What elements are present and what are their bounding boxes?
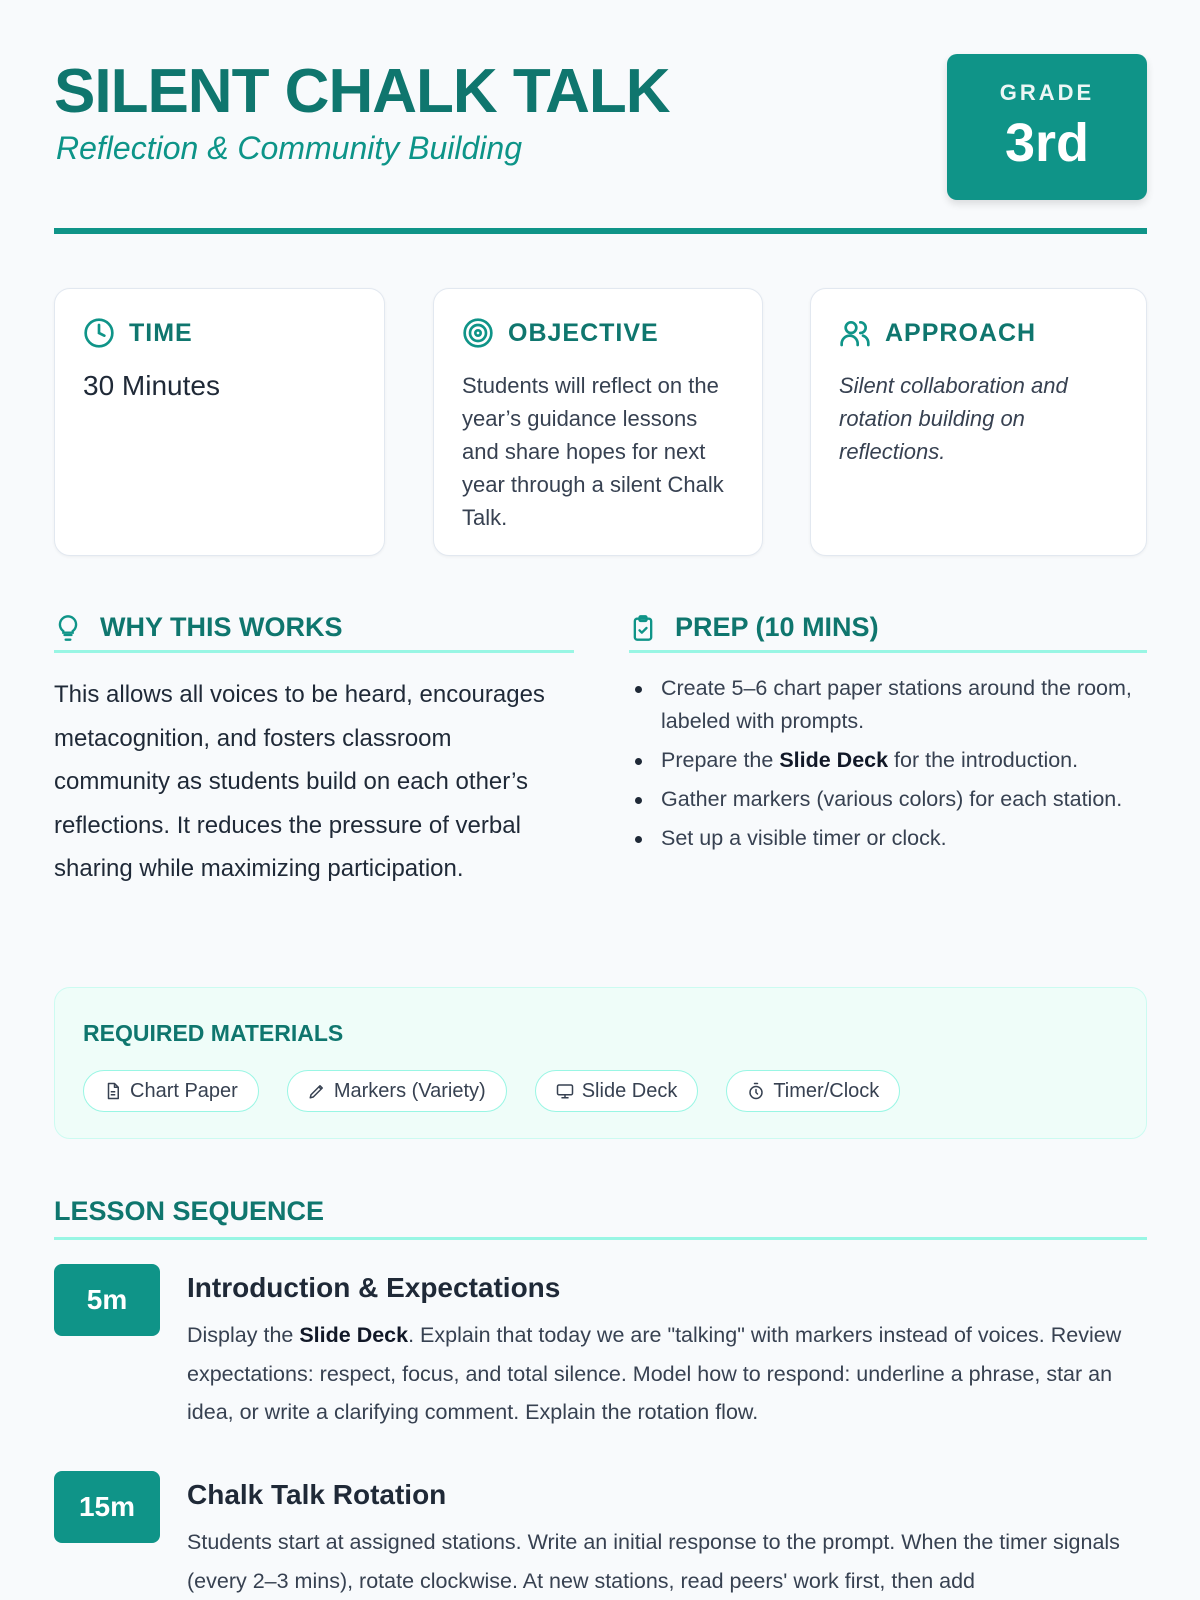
objective-card <box>433 288 763 556</box>
approach-card-text: Silent collaboration and rotation building on reflections. <box>839 373 1068 464</box>
page-title: SILENT CHALK TALK <box>54 57 670 126</box>
monitor-icon <box>556 1082 574 1100</box>
prep-list <box>629 672 1147 861</box>
time-card <box>54 288 385 556</box>
material-chip: Timer/Clock <box>726 1070 900 1112</box>
lightbulb-icon <box>54 613 82 643</box>
material-chip: Slide Deck <box>535 1070 699 1112</box>
grade-badge <box>947 54 1147 200</box>
prep-item: Prepare the Slide Deck for the introduction. <box>629 744 1147 777</box>
step-duration-badge: 15m <box>54 1471 160 1543</box>
users-icon <box>839 317 871 349</box>
time-card-title: TIME <box>129 318 193 347</box>
step-title: Chalk Talk Rotation <box>187 1479 447 1510</box>
step-description: Students start at assigned stations. Write an initial response to the prompt. When the timer signals (every 2–3 mins), rotate clockwise. At new stations, read peers' work first, then add <box>187 1530 1120 1593</box>
grade-label: GRADE <box>999 80 1095 105</box>
grade-value: 3rd <box>1004 113 1090 173</box>
why-section-title: WHY THIS WORKS <box>100 612 343 642</box>
why-section-header <box>54 609 574 653</box>
approach-card <box>810 288 1147 556</box>
clipboard-check-icon <box>629 613 657 643</box>
header <box>54 52 1147 234</box>
approach-card-title: APPROACH <box>885 318 1037 347</box>
step-title: Introduction & Expectations <box>187 1272 561 1303</box>
time-card-value: 30 Minutes <box>83 370 220 401</box>
prep-item: Create 5–6 chart paper stations around the room, labeled with prompts. <box>629 672 1147 738</box>
materials-chips <box>83 1070 928 1112</box>
prep-section-title: PREP (10 MINS) <box>675 612 879 642</box>
document-icon <box>104 1082 122 1100</box>
prep-item: Set up a visible timer or clock. <box>629 822 1147 855</box>
materials-title: REQUIRED MATERIALS <box>83 1020 344 1046</box>
prep-section-header <box>629 609 1147 653</box>
objective-card-text: Students will reflect on the year’s guidance lessons and share hopes for next year through a silent Chalk Talk. <box>462 373 724 530</box>
prep-item: Gather markers (various colors) for each station. <box>629 783 1147 816</box>
why-section-text: This allows all voices to be heard, encourages metacognition, and fosters classroom community as students build on each other’s reflections. It reduces the pressure of verbal sharing while maximizing participation. <box>54 681 545 882</box>
step-description: Display the Slide Deck. Explain that today we are "talking" with markers instead of voices. Review expectations: respect, focus, and total silence. Model how to respond: underline a phrase, star an idea, or write a clarifying comment. Explain the rotation flow. <box>187 1323 1122 1424</box>
sequence-section-header <box>54 1196 1147 1240</box>
material-chip: Markers (Variety) <box>287 1070 507 1112</box>
lesson-plan-page <box>54 0 1147 1600</box>
page-subtitle: Reflection & Community Building <box>56 130 522 166</box>
step-duration-badge: 5m <box>54 1264 160 1336</box>
lesson-step <box>54 1471 1147 1600</box>
material-chip: Chart Paper <box>83 1070 259 1112</box>
materials-panel <box>54 987 1147 1139</box>
target-icon <box>462 317 494 349</box>
clock-icon <box>83 317 115 349</box>
sequence-section-title: LESSON SEQUENCE <box>54 1196 325 1226</box>
marker-icon <box>308 1082 326 1100</box>
stopwatch-icon <box>747 1082 765 1100</box>
objective-card-title: OBJECTIVE <box>508 318 659 347</box>
lesson-step <box>54 1264 1147 1434</box>
